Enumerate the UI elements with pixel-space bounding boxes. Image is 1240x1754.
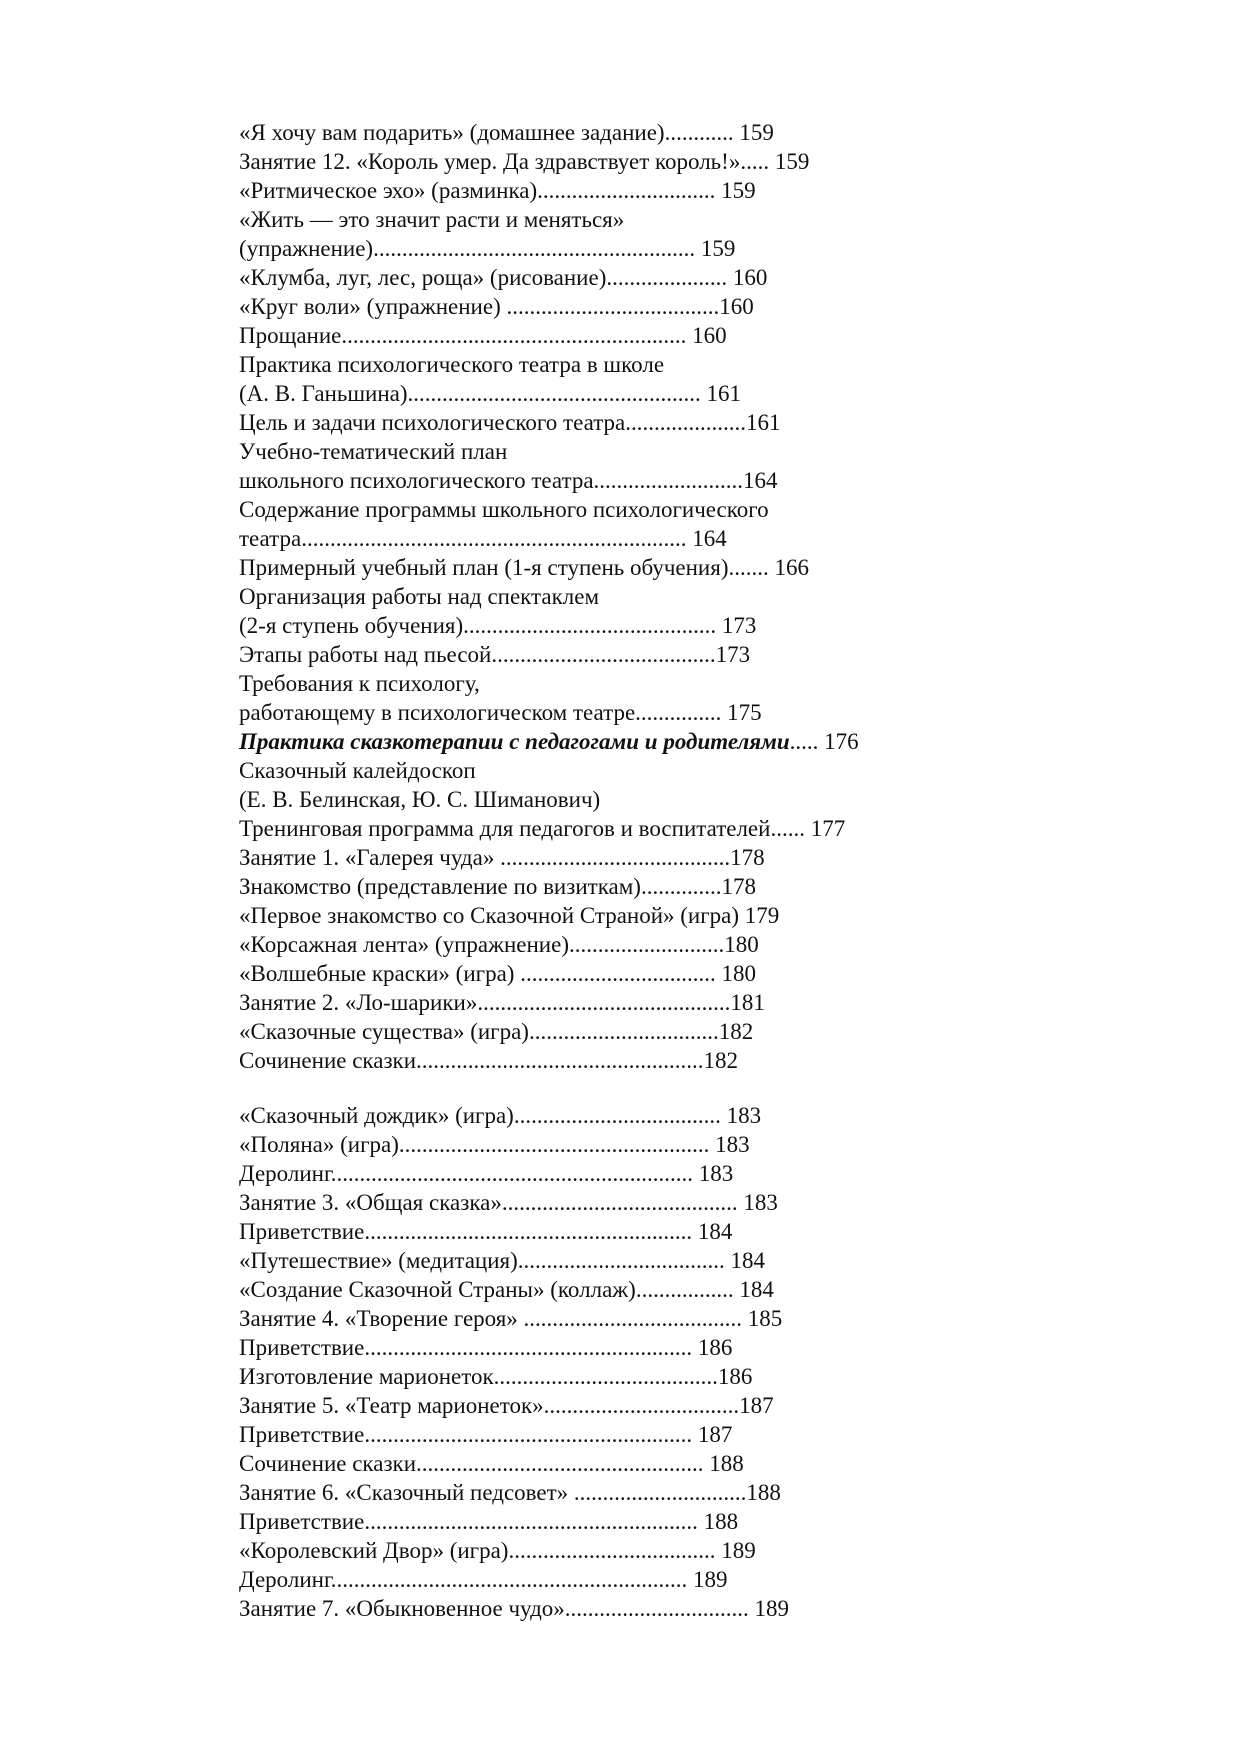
toc-entry: «Путешествие» (медитация).................................... 184: [239, 1248, 766, 1273]
toc-entry: Занятие 3. «Общая сказка»......................................... 183: [239, 1190, 778, 1215]
toc-entry: «Создание Сказочной Страны» (коллаж)................. 184: [239, 1277, 774, 1302]
toc-entry: Учебно-тематический план: [239, 439, 508, 464]
toc-entry: Практика психологического театра в школе: [239, 352, 665, 377]
toc-entry: Занятие 4. «Творение героя» ...................................... 185: [239, 1306, 783, 1331]
toc-entry: Тренинговая программа для педагогов и воспитателей...... 177: [239, 816, 846, 841]
toc-entry: Требования к психологу,: [239, 671, 480, 696]
toc-entry: Изготовление марионеток.......................................186: [239, 1364, 753, 1389]
toc-entry: Организация работы над спектаклем: [239, 584, 599, 609]
toc-entry: (упражнение)........................................................ 159: [239, 236, 736, 261]
toc-entry: Занятие 1. «Галерея чуда» ........................................178: [239, 845, 765, 870]
toc-entry: театра................................................................... 164: [239, 526, 727, 551]
toc-entry: Примерный учебный план (1-я ступень обучения)....... 166: [239, 555, 809, 580]
toc-entry: «Королевский Двор» (игра).................................... 189: [239, 1538, 756, 1563]
toc-entry: «Сказочный дождик» (игра).................................... 183: [239, 1103, 762, 1128]
toc-section-1: [239, 118, 999, 727]
toc-entry: «Жить — это значит расти и меняться»: [239, 207, 625, 232]
toc-entry: Занятие 6. «Сказочный педсовет» ..............................188: [239, 1480, 781, 1505]
toc-entry: Сочинение сказки..................................................182: [239, 1048, 739, 1073]
toc-entry: (А. В. Ганьшина)................................................... 161: [239, 381, 742, 406]
toc-section-heading: [239, 727, 999, 756]
toc-entry: Прощание............................................................ 160: [239, 323, 727, 348]
toc-entry: (2-я ступень обучения)............................................ 173: [239, 613, 757, 638]
toc-entry: Содержание программы школьного психологического: [239, 497, 769, 522]
toc-entry: Занятие 5. «Театр марионеток»..................................187: [239, 1393, 774, 1418]
toc-entry: Приветствие......................................................... 187: [239, 1422, 733, 1447]
toc-entry: Приветствие.......................................................... 188: [239, 1509, 739, 1534]
toc-entry: «Корсажная лента» (упражнение)...........................180: [239, 932, 759, 957]
toc-gap: [239, 1075, 999, 1101]
toc-entry: Занятие 12. «Король умер. Да здравствует король!»..... 159: [239, 149, 810, 174]
toc-entry: «Сказочные существа» (игра).................................182: [239, 1019, 754, 1044]
toc-section-3: [239, 1101, 999, 1623]
toc-entry: «Я хочу вам подарить» (домашнее задание)............ 159: [239, 120, 774, 145]
toc-entry: Занятие 2. «Ло-шарики»............................................181: [239, 990, 765, 1015]
toc-entry: «Ритмическое эхо» (разминка)............................... 159: [239, 178, 756, 203]
toc-entry: Цель и задачи психологического театра.....................161: [239, 410, 781, 435]
toc-entry: работающему в психологическом театре............... 175: [239, 700, 762, 725]
toc-entry: Деролинг............................................................... 183: [239, 1161, 734, 1186]
toc-entry: Сказочный калейдоскоп: [239, 758, 476, 783]
toc-entry: «Круг воли» (упражнение) .....................................160: [239, 294, 754, 319]
toc-entry: Знакомство (представление по визиткам)..............178: [239, 874, 756, 899]
toc-entry: Сочинение сказки.................................................. 188: [239, 1451, 744, 1476]
toc-entry: (Е. В. Белинская, Ю. С. Шиманович): [239, 787, 601, 812]
toc-entry: «Волшебные краски» (игра) .................................. 180: [239, 961, 756, 986]
toc-section-heading-page: ..... 176: [789, 729, 859, 754]
toc-section-heading-title: Практика сказкотерапии с педагогами и родителями: [239, 729, 790, 754]
toc-entry: Приветствие......................................................... 184: [239, 1219, 733, 1244]
toc-entry: «Клумба, луг, лес, роща» (рисование)..................... 160: [239, 265, 768, 290]
toc-entry: Этапы работы над пьесой.......................................173: [239, 642, 751, 667]
toc-entry: Деролинг.............................................................. 189: [239, 1567, 728, 1592]
toc-entry: Приветствие......................................................... 186: [239, 1335, 733, 1360]
toc-entry: Занятие 7. «Обыкновенное чудо»................................ 189: [239, 1596, 790, 1621]
toc-entry: школьного психологического театра..........................164: [239, 468, 778, 493]
toc-entry: «Поляна» (игра)...................................................... 183: [239, 1132, 750, 1157]
table-of-contents: [239, 118, 999, 1623]
toc-section-2: [239, 756, 999, 1075]
toc-entry: «Первое знакомство со Сказочной Страной» (игра) 179: [239, 903, 780, 928]
